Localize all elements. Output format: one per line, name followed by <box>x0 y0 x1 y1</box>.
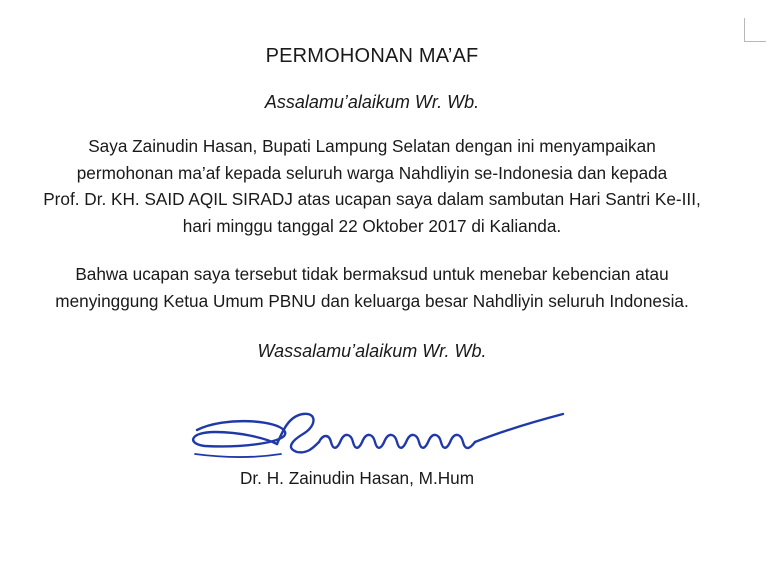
paragraph-line: permohonan ma’af kepada seluruh warga Nahdliyin se-Indonesia dan kepada <box>76 162 668 183</box>
paragraph-line: Prof. Dr. KH. SAID AQIL SIRADJ atas ucapan saya dalam sambutan Hari Santri Ke-III, <box>43 189 701 209</box>
greeting: Assalamu’alaikum Wr. Wb. <box>264 92 480 112</box>
signer-name: Dr. H. Zainudin Hasan, M.Hum <box>240 468 475 488</box>
paragraph-clarification <box>0 261 744 314</box>
paragraph-line: hari minggu tanggal 22 Oktober 2017 di Kalianda. <box>182 215 562 236</box>
paragraph-line: menyinggung Ketua Umum PBNU dan keluarga besar Nahdliyin seluruh Indonesia. <box>55 290 689 311</box>
paragraph-apology <box>0 133 744 239</box>
document-title: PERMOHONAN MA’AF <box>265 45 479 67</box>
paragraph-line: Bahwa ucapan saya tersebut tidak bermaksud untuk menebar kebencian atau <box>75 264 669 284</box>
paragraph-line: Saya Zainudin Hasan, Bupati Lampung Selatan dengan ini menyampaikan <box>88 136 656 156</box>
handwritten-signature <box>185 408 570 468</box>
closing-greeting: Wassalamu’alaikum Wr. Wb. <box>257 341 487 361</box>
page-corner-mark <box>744 18 766 42</box>
